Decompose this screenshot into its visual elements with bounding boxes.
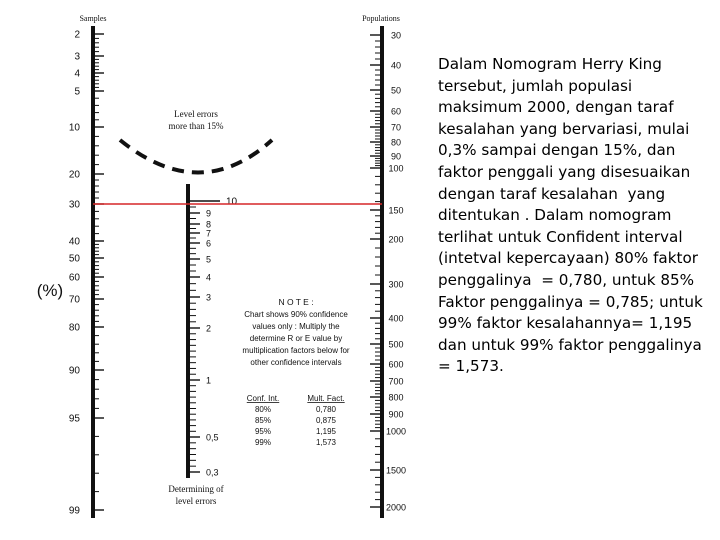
note-title: N O T E : bbox=[278, 297, 314, 307]
level-errors-tick-label: 8 bbox=[206, 219, 212, 230]
level-errors-tick-label: 5 bbox=[206, 254, 212, 265]
populations-tick-label: 150 bbox=[388, 205, 404, 216]
populations-tick-label: 500 bbox=[388, 339, 404, 350]
mult-fact-cell: 0,780 bbox=[315, 405, 337, 414]
populations-header: Populations bbox=[362, 14, 400, 23]
level-errors-arc bbox=[120, 140, 272, 173]
samples-tick-label: 3 bbox=[74, 51, 80, 63]
populations-tick-label: 2000 bbox=[385, 502, 407, 513]
samples-tick-label: 30 bbox=[68, 199, 80, 211]
description-text: Dalam Nomogram Herry King tersebut, jumlah populasi maksimum 2000, dengan taraf kesalahan yang bervariasi, mulai 0,3% sampai dengan 15%, dan faktor penggali yang disesuaikan dengan taraf kesalahan yang ditentukan . Dalam nomogram terlihat untuk Confident interval (intetval kepercayaan) 80% faktor penggalinya = 0,780, untuk 85% Faktor penggalinya = 0,785; untuk 99% faktor kesalahannya= 1,195 dan untuk 99% faktor penggalinya = 1,573. bbox=[438, 55, 708, 376]
populations-tick-label: 70 bbox=[390, 122, 402, 133]
conf-int-cell: 85% bbox=[254, 416, 272, 425]
populations-tick-label: 700 bbox=[388, 376, 404, 387]
populations-tick-label: 30 bbox=[390, 30, 402, 41]
note-line: other confidence intervals bbox=[250, 358, 342, 367]
populations-tick-label: 40 bbox=[390, 60, 402, 71]
determining-label-line2: level errors bbox=[175, 496, 217, 506]
populations-tick-label: 800 bbox=[388, 392, 404, 403]
samples-tick-label: 95 bbox=[68, 413, 80, 425]
note-block bbox=[242, 297, 349, 447]
populations-tick-label: 300 bbox=[388, 279, 404, 290]
samples-tick-label: 50 bbox=[68, 253, 80, 265]
mult-fact-cell: 1,573 bbox=[315, 438, 337, 447]
populations-tick-label: 60 bbox=[390, 106, 402, 117]
populations-tick-label: 100 bbox=[388, 163, 404, 174]
conf-int-cell: 80% bbox=[254, 405, 272, 414]
populations-tick-label: 600 bbox=[388, 359, 404, 370]
populations-ticks bbox=[370, 31, 406, 513]
level-errors-tick-label: 0,3 bbox=[206, 467, 219, 478]
level-errors-tick-label: 6 bbox=[206, 238, 212, 249]
mult-fact-header: Mult. Fact. bbox=[307, 394, 345, 403]
samples-tick-label: 80 bbox=[68, 322, 80, 334]
conf-int-cell: 95% bbox=[254, 427, 272, 436]
samples-tick-label: 99 bbox=[68, 505, 80, 517]
level-errors-tick-label: 3 bbox=[206, 292, 212, 303]
level-errors-tick-label: 2 bbox=[206, 323, 212, 334]
level-errors-tick-label: 7 bbox=[206, 228, 212, 239]
samples-header: Samples bbox=[79, 14, 107, 23]
note-line: multiplication factors below for bbox=[242, 346, 350, 355]
level-errors-tick-label: 10 bbox=[226, 196, 238, 208]
populations-tick-label: 900 bbox=[388, 409, 404, 420]
populations-tick-label: 1500 bbox=[385, 465, 407, 476]
samples-tick-label: 5 bbox=[74, 86, 80, 98]
samples-tick-label: 90 bbox=[68, 365, 80, 377]
note-line: Chart shows 90% confidence bbox=[244, 310, 348, 319]
samples-tick-label: 20 bbox=[68, 169, 80, 181]
level-errors-label-line2: more than 15% bbox=[168, 121, 224, 131]
samples-tick-label: 2 bbox=[74, 29, 80, 41]
samples-tick-label: 60 bbox=[68, 272, 80, 284]
mult-fact-cell: 0,875 bbox=[315, 416, 337, 425]
level-errors-tick-label: 1 bbox=[206, 375, 212, 386]
level-errors-tick-label: 9 bbox=[206, 208, 212, 219]
samples-ticks bbox=[69, 30, 104, 517]
conf-int-header: Conf. Int. bbox=[246, 394, 280, 403]
populations-tick-label: 50 bbox=[390, 85, 402, 96]
level-errors-label-line1: Level errors bbox=[174, 109, 218, 119]
level-errors-tick-label: 4 bbox=[206, 272, 212, 283]
conf-int-cell: 99% bbox=[254, 438, 272, 447]
samples-tick-label: 40 bbox=[68, 236, 80, 248]
populations-tick-label: 80 bbox=[390, 137, 402, 148]
percent-unit-label: (%) bbox=[36, 281, 64, 300]
populations-tick-label: 1000 bbox=[385, 426, 407, 437]
determining-label-line1: Determining of bbox=[168, 484, 224, 494]
mult-fact-cell: 1,195 bbox=[315, 427, 337, 436]
note-line: determine R or E value by bbox=[249, 334, 343, 343]
level-errors-ticks bbox=[188, 197, 238, 478]
samples-tick-label: 70 bbox=[68, 294, 80, 306]
samples-tick-label: 4 bbox=[74, 68, 80, 80]
populations-tick-label: 200 bbox=[388, 234, 404, 245]
populations-tick-label: 90 bbox=[390, 151, 402, 162]
populations-tick-label: 400 bbox=[388, 313, 404, 324]
level-errors-tick-label: 0,5 bbox=[206, 432, 219, 443]
samples-tick-label: 10 bbox=[68, 122, 80, 134]
note-line: values only : Multiply the bbox=[252, 322, 340, 331]
